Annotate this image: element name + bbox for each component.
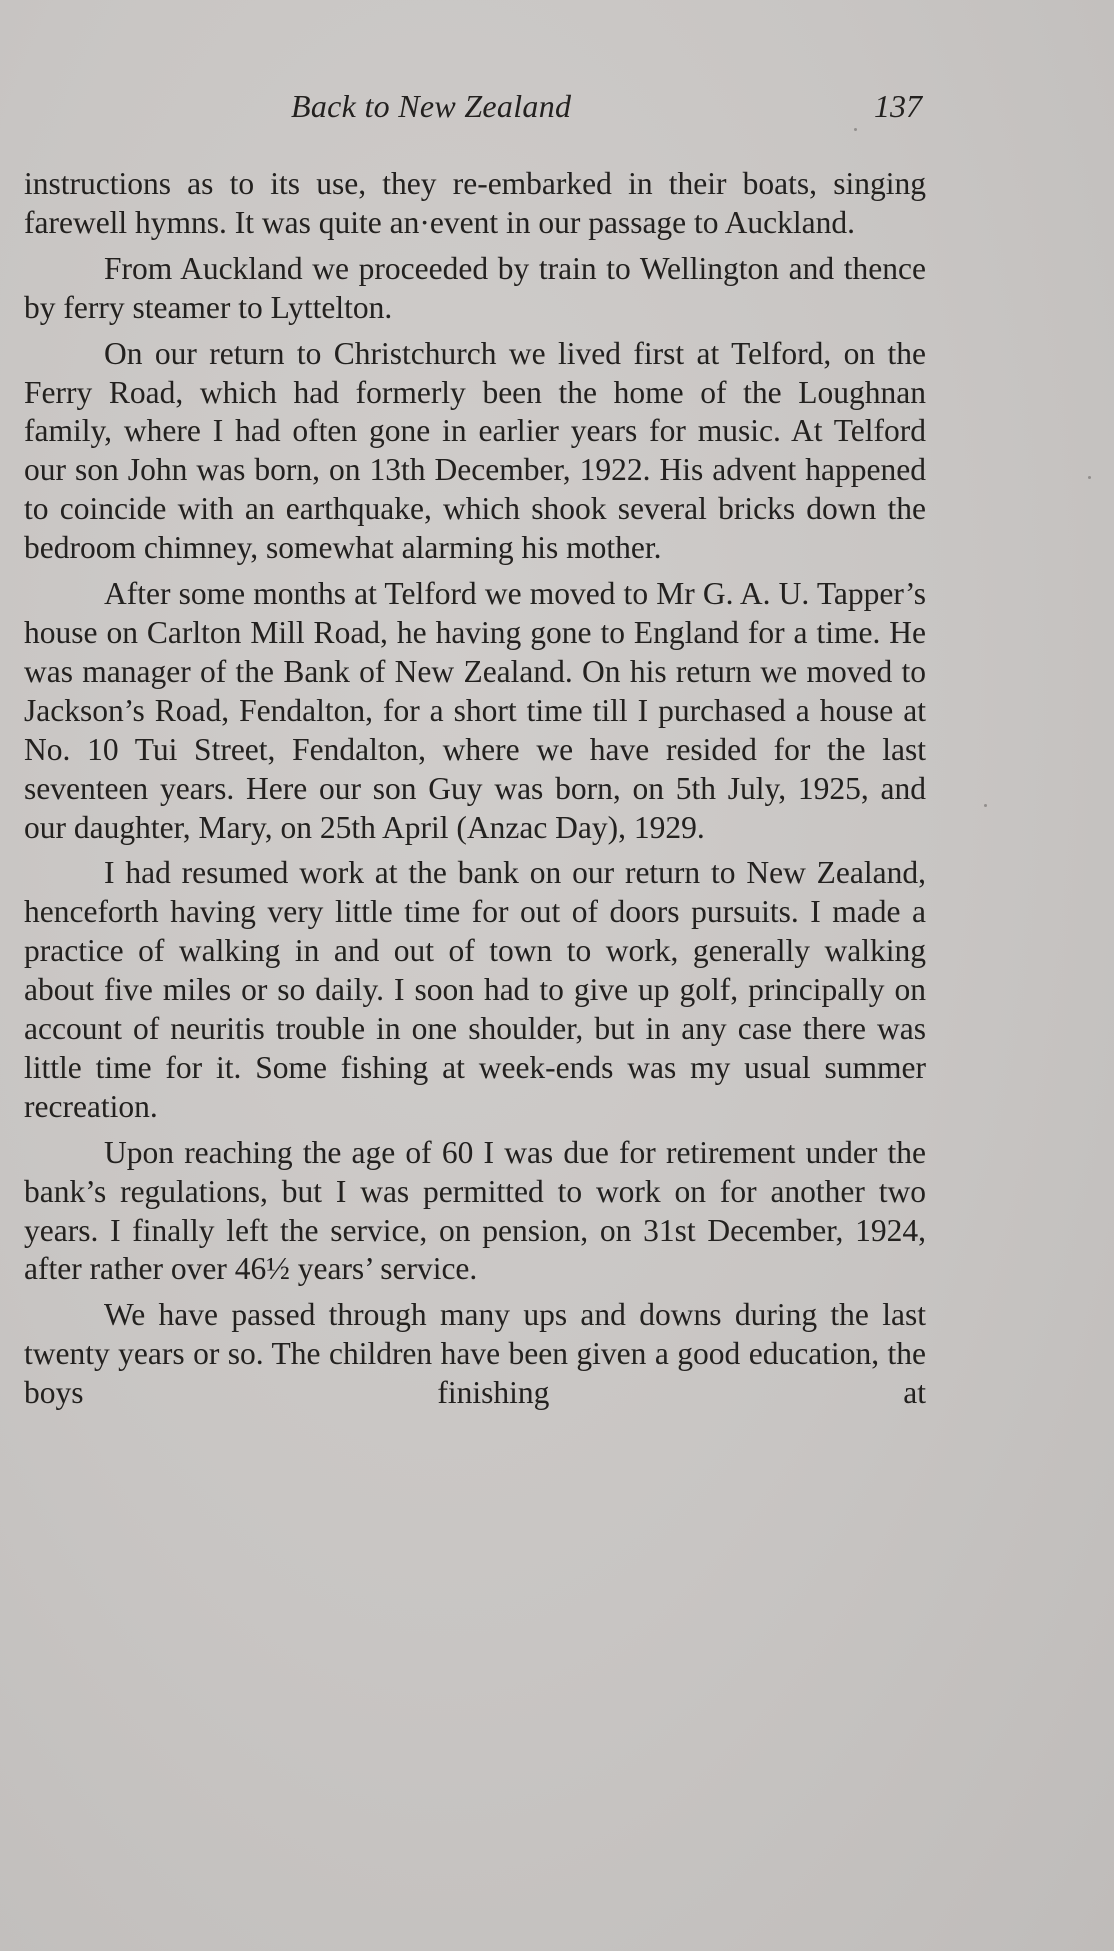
- body-text: [24, 165, 926, 1420]
- paragraph: Upon reaching the age of 60 I was due for retirement under the bank’s regulations, but I was permitted to work on for another two years. I finally left the service, on pension, on 31st December, 1924, after rather over 46½ years’ service.: [24, 1134, 926, 1287]
- paragraph: On our return to Christchurch we lived first at Telford, on the Ferry Road, which had formerly been the home of the Loughnan family, where I had often gone in earlier years for music. At Telford our son John was born, on 13th December, 1922. His advent happened to coincide with an earthquake, which shook several bricks down the bedroom chimney, somewhat alarming his mother.: [24, 335, 926, 566]
- paper-speck: [984, 804, 987, 807]
- page-number: 137: [874, 88, 922, 124]
- running-head: [26, 88, 922, 128]
- paragraph: After some months at Telford we moved to Mr G. A. U. Tapper’s house on Carlton Mill Road, he having gone to England for a time. He was manager of the Bank of New Zealand. On his return we moved to Jackson’s Road, Fendalton, for a short time till I purchased a house at No. 10 Tui Street, Fendalton, where we have resided for the last seventeen years. Here our son Guy was born, on 5th July, 1925, and our daughter, Mary, on 25th April (Anzac Day), 1929.: [24, 576, 926, 845]
- paper-speck: [854, 128, 857, 131]
- paragraph-continues: We have passed through many ups and downs during the last twenty years or so. The children have been given a good education, the boys finishing at: [24, 1297, 926, 1411]
- paragraph: I had resumed work at the bank on our return to New Zealand, henceforth having very little time for out of doors pursuits. I made a practice of walking in and out of town to work, generally walking about five miles or so daily. I soon had to give up golf, principally on account of neuritis trouble in one shoulder, but in any case there was little time for it. Some fishing at week-ends was my usual summer recreation.: [24, 855, 926, 1124]
- paragraph: From Auckland we proceeded by train to Wellington and thence by ferry steamer to Lyttelton.: [24, 250, 926, 325]
- paper-speck: [1088, 476, 1091, 479]
- running-title: Back to New Zealand: [291, 88, 572, 124]
- paragraph-continued: instructions as to its use, they re-embarked in their boats, singing farewell hymns. It was quite an·event in our passage to Auckland.: [24, 166, 926, 240]
